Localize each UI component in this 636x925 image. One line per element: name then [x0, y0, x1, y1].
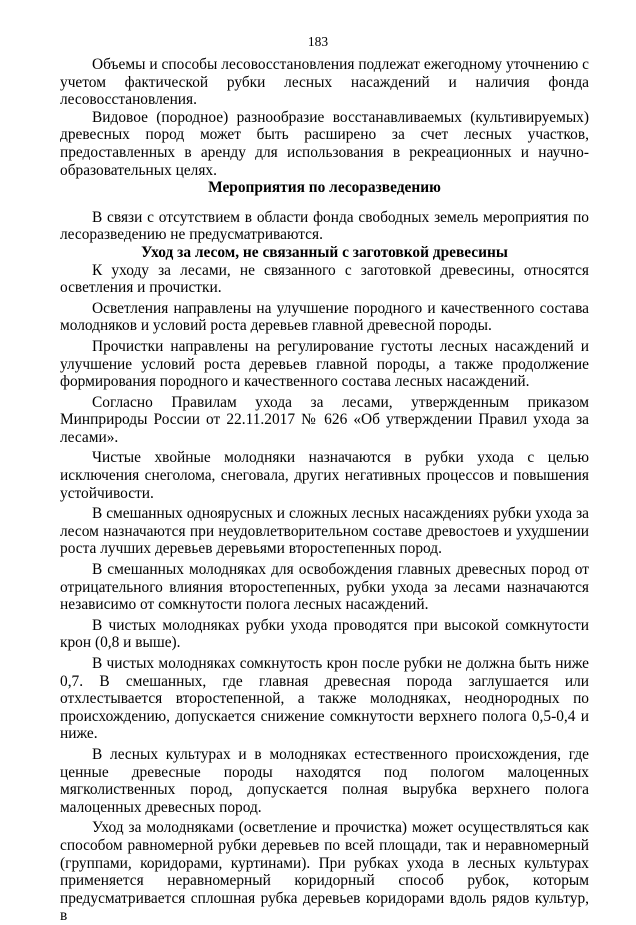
- paragraph: Видовое (породное) разнообразие восстанавливаемых (культивируемых) древесных пород может быть расширено за счет лесных участков, предоставленных в аренду для использования в рекреационных и научно-образовательных целях.: [60, 108, 589, 179]
- paragraph: В чистых молодняках рубки ухода проводятся при высокой сомкнутости крон (0,8 и выше).: [60, 616, 589, 652]
- section-heading-forest-care: Уход за лесом, не связанный с заготовкой древесины: [141, 243, 508, 261]
- paragraph: В чистых молодняках сомкнутость крон после рубки не должна быть ниже 0,7. В смешанных, где главная древесная порода заглушается или отхлестывается второстепенной, а также молодняках, неоднородных по происхождению, допускается снижение сомкнутости верхнего полога 0,5-0,4 и ниже.: [60, 655, 589, 743]
- section-heading-afforestation: Мероприятия по лесоразведению: [208, 179, 441, 197]
- paragraph: К уходу за лесами, не связанного с заготовкой древесины, относятся осветления и прочистки.: [60, 261, 589, 297]
- paragraph: Чистые хвойные молодняки назначаются в рубки ухода с целью исключения снеголома, снеговала, других негативных процессов и повышения устойчивости.: [60, 449, 589, 502]
- page-number: 183: [307, 34, 329, 49]
- paragraph: В смешанных молодняках для освобождения главных древесных пород от отрицательного влияния второстепенных, рубки ухода за лесами назначаются независимо от сомкнутости полога лесных насаждений.: [60, 561, 589, 614]
- paragraph: Согласно Правилам ухода за лесами, утвержденным приказом Минприроды России от 22.11.2017 № 626 «Об утверждении Правил ухода за лесами».: [60, 393, 589, 446]
- page-content: [60, 56, 589, 925]
- paragraph: В лесных культурах и в молодняках естественного происхождения, где ценные древесные породы находятся под пологом малоценных мягколиственных пород, допускается полная вырубка верхнего полога малоценных древесных пород.: [60, 745, 589, 816]
- paragraph: Объемы и способы лесовосстановления подлежат ежегодному уточнению с учетом фактической рубки лесных насаждений и наличия фонда лесовосстановления.: [60, 56, 589, 109]
- paragraph: В связи с отсутствием в области фонда свободных земель мероприятия по лесоразведению не предусматриваются.: [60, 208, 589, 244]
- paragraph: Уход за молодняками (осветление и прочистка) может осуществляться как способом равномерной рубки деревьев по всей площади, так и неравномерный (группами, коридорами, куртинами). При рубках ухода в лесных культурах применяется неравномерный коридорный способ рубок, которым предусматривается сплошная рубка деревьев коридорами вдоль рядов культур, в: [60, 819, 589, 925]
- paragraph: В смешанных одноярусных и сложных лесных насаждениях рубки ухода за лесом назначаются при неудовлетворительном составе древостоев и ухудшении роста лучших деревьев деревьями второстепенных пород.: [60, 505, 589, 558]
- spacer: [60, 197, 589, 209]
- paragraph: Осветления направлены на улучшение породного и качественного состава молодняков и условий роста деревьев главной древесной породы.: [60, 299, 589, 335]
- paragraph: Прочистки направлены на регулирование густоты лесных насаждений и улучшение условий роста деревьев главной породы, а также продолжение формирования породного и качественного состава лесных насаждений.: [60, 337, 589, 391]
